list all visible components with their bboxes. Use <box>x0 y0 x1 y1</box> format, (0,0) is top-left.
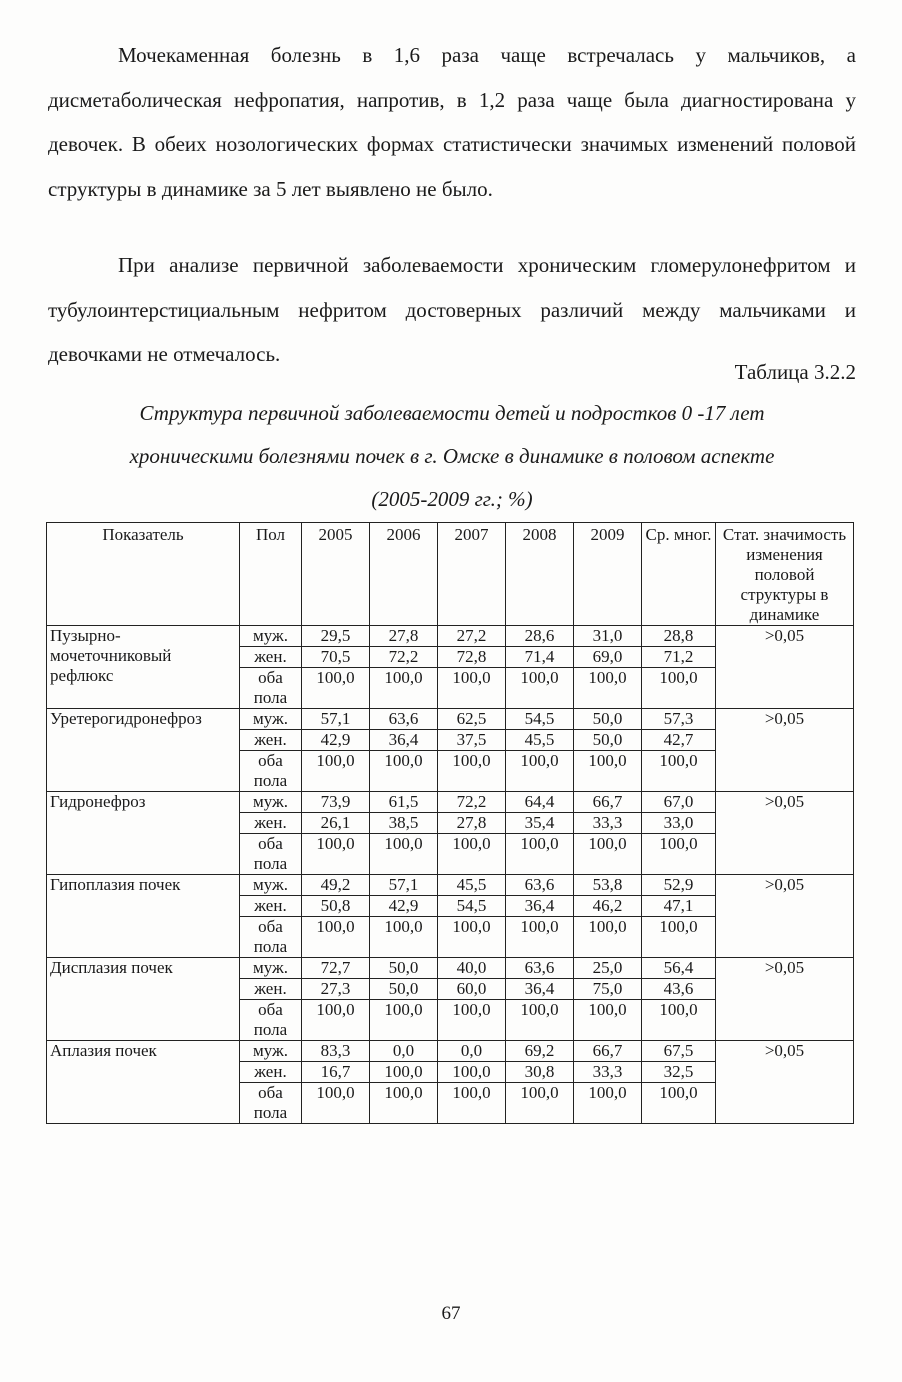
year-value: 100,0 <box>370 668 438 709</box>
average-value: 43,6 <box>642 979 716 1000</box>
sex-label: жен. <box>240 647 302 668</box>
year-value: 57,1 <box>370 875 438 896</box>
sex-label: жен. <box>240 730 302 751</box>
year-value: 54,5 <box>506 709 574 730</box>
year-value: 42,9 <box>302 730 370 751</box>
year-value: 16,7 <box>302 1062 370 1083</box>
significance-value: >0,05 <box>716 709 854 792</box>
indicator-name: Гипоплазия почек <box>47 875 240 958</box>
year-value: 100,0 <box>506 1083 574 1124</box>
average-value: 100,0 <box>642 1000 716 1041</box>
year-value: 50,0 <box>370 958 438 979</box>
year-value: 60,0 <box>438 979 506 1000</box>
caption-line: хроническими болезнями почек в г. Омске в динамике в половом аспекте <box>129 444 775 468</box>
average-value: 100,0 <box>642 834 716 875</box>
caption-line: (2005-2009 гг.; %) <box>371 487 533 511</box>
year-value: 27,3 <box>302 979 370 1000</box>
sex-label: муж. <box>240 958 302 979</box>
data-table <box>46 522 854 1124</box>
year-value: 70,5 <box>302 647 370 668</box>
year-value: 100,0 <box>370 751 438 792</box>
year-value: 49,2 <box>302 875 370 896</box>
significance-value: >0,05 <box>716 1041 854 1124</box>
year-value: 46,2 <box>574 896 642 917</box>
year-value: 45,5 <box>506 730 574 751</box>
year-value: 100,0 <box>574 668 642 709</box>
caption-line: Структура первичной заболеваемости детей и подростков 0 -17 лет <box>139 401 765 425</box>
year-value: 42,9 <box>370 896 438 917</box>
year-value: 100,0 <box>574 1083 642 1124</box>
sex-label: муж. <box>240 792 302 813</box>
average-value: 71,2 <box>642 647 716 668</box>
year-value: 27,8 <box>438 813 506 834</box>
sex-label: оба пола <box>240 751 302 792</box>
sex-label: жен. <box>240 896 302 917</box>
header-2006: 2006 <box>370 523 438 626</box>
significance-value: >0,05 <box>716 875 854 958</box>
year-value: 100,0 <box>506 834 574 875</box>
average-value: 100,0 <box>642 751 716 792</box>
year-value: 100,0 <box>302 668 370 709</box>
year-value: 100,0 <box>438 917 506 958</box>
year-value: 100,0 <box>302 1000 370 1041</box>
year-value: 72,7 <box>302 958 370 979</box>
sex-label: жен. <box>240 979 302 1000</box>
header-2009: 2009 <box>574 523 642 626</box>
year-value: 100,0 <box>438 1000 506 1041</box>
year-value: 69,2 <box>506 1041 574 1062</box>
year-value: 100,0 <box>574 751 642 792</box>
year-value: 27,8 <box>370 626 438 647</box>
year-value: 100,0 <box>302 834 370 875</box>
year-value: 100,0 <box>438 1083 506 1124</box>
header-average: Ср. мног. <box>642 523 716 626</box>
year-value: 33,3 <box>574 813 642 834</box>
year-value: 36,4 <box>370 730 438 751</box>
year-value: 63,6 <box>370 709 438 730</box>
average-value: 52,9 <box>642 875 716 896</box>
year-value: 100,0 <box>574 917 642 958</box>
year-value: 71,4 <box>506 647 574 668</box>
year-value: 28,6 <box>506 626 574 647</box>
table-caption <box>48 392 856 521</box>
year-value: 100,0 <box>302 1083 370 1124</box>
year-value: 100,0 <box>506 917 574 958</box>
table-number: Таблица 3.2.2 <box>734 360 856 384</box>
average-value: 67,5 <box>642 1041 716 1062</box>
year-value: 36,4 <box>506 896 574 917</box>
average-value: 42,7 <box>642 730 716 751</box>
sex-label: оба пола <box>240 917 302 958</box>
year-value: 100,0 <box>370 1062 438 1083</box>
table-row <box>47 875 854 896</box>
year-value: 100,0 <box>438 1062 506 1083</box>
year-value: 100,0 <box>370 917 438 958</box>
year-value: 29,5 <box>302 626 370 647</box>
significance-value: >0,05 <box>716 626 854 709</box>
year-value: 62,5 <box>438 709 506 730</box>
year-value: 40,0 <box>438 958 506 979</box>
year-value: 26,1 <box>302 813 370 834</box>
year-value: 25,0 <box>574 958 642 979</box>
table-header-row <box>47 523 854 626</box>
year-value: 75,0 <box>574 979 642 1000</box>
year-value: 45,5 <box>438 875 506 896</box>
sex-label: муж. <box>240 875 302 896</box>
header-sex: Пол <box>240 523 302 626</box>
average-value: 67,0 <box>642 792 716 813</box>
table-row <box>47 626 854 647</box>
year-value: 35,4 <box>506 813 574 834</box>
year-value: 83,3 <box>302 1041 370 1062</box>
average-value: 32,5 <box>642 1062 716 1083</box>
year-value: 38,5 <box>370 813 438 834</box>
year-value: 0,0 <box>438 1041 506 1062</box>
year-value: 100,0 <box>574 1000 642 1041</box>
year-value: 100,0 <box>438 834 506 875</box>
year-value: 50,0 <box>574 730 642 751</box>
year-value: 63,6 <box>506 958 574 979</box>
year-value: 100,0 <box>438 668 506 709</box>
year-value: 73,9 <box>302 792 370 813</box>
year-value: 100,0 <box>302 917 370 958</box>
year-value: 36,4 <box>506 979 574 1000</box>
year-value: 66,7 <box>574 792 642 813</box>
table-row <box>47 958 854 979</box>
sex-label: муж. <box>240 1041 302 1062</box>
sex-label: жен. <box>240 813 302 834</box>
year-value: 50,8 <box>302 896 370 917</box>
average-value: 47,1 <box>642 896 716 917</box>
year-value: 50,0 <box>574 709 642 730</box>
year-value: 37,5 <box>438 730 506 751</box>
year-value: 64,4 <box>506 792 574 813</box>
year-value: 100,0 <box>574 834 642 875</box>
year-value: 31,0 <box>574 626 642 647</box>
average-value: 57,3 <box>642 709 716 730</box>
indicator-name: Пузырно-мочеточниковый рефлюкс <box>47 626 240 709</box>
indicator-name: Дисплазия почек <box>47 958 240 1041</box>
paragraph-urolithiasis: Мочекаменная болезнь в 1,6 раза чаще встречалась у мальчиков, а дисметаболическая нефропатия, напротив, в 1,2 раза чаще была диагностирована у девочек. В обеих нозологических формах статистически значимых изменений половой структуры в динамике за 5 лет выявлено не было. <box>48 43 856 201</box>
year-value: 100,0 <box>370 1083 438 1124</box>
significance-value: >0,05 <box>716 958 854 1041</box>
average-value: 100,0 <box>642 668 716 709</box>
header-significance: Стат. значимость изменения половой структуры в динамике <box>716 523 854 626</box>
average-value: 100,0 <box>642 1083 716 1124</box>
year-value: 72,8 <box>438 647 506 668</box>
year-value: 100,0 <box>370 1000 438 1041</box>
indicator-name: Аплазия почек <box>47 1041 240 1124</box>
header-indicator: Показатель <box>47 523 240 626</box>
year-value: 100,0 <box>302 751 370 792</box>
table-row <box>47 1041 854 1062</box>
table-body <box>47 626 854 1124</box>
year-value: 72,2 <box>370 647 438 668</box>
year-value: 57,1 <box>302 709 370 730</box>
year-value: 54,5 <box>438 896 506 917</box>
year-value: 100,0 <box>506 668 574 709</box>
sex-label: муж. <box>240 626 302 647</box>
average-value: 100,0 <box>642 917 716 958</box>
header-2007: 2007 <box>438 523 506 626</box>
significance-value: >0,05 <box>716 792 854 875</box>
year-value: 100,0 <box>438 751 506 792</box>
average-value: 28,8 <box>642 626 716 647</box>
header-2005: 2005 <box>302 523 370 626</box>
table-row <box>47 709 854 730</box>
year-value: 100,0 <box>370 834 438 875</box>
year-value: 69,0 <box>574 647 642 668</box>
year-value: 100,0 <box>506 1000 574 1041</box>
average-value: 33,0 <box>642 813 716 834</box>
page-number: 67 <box>441 1303 461 1324</box>
year-value: 63,6 <box>506 875 574 896</box>
sex-label: оба пола <box>240 1083 302 1124</box>
header-2008: 2008 <box>506 523 574 626</box>
year-value: 72,2 <box>438 792 506 813</box>
year-value: 61,5 <box>370 792 438 813</box>
sex-label: жен. <box>240 1062 302 1083</box>
sex-label: оба пола <box>240 1000 302 1041</box>
year-value: 30,8 <box>506 1062 574 1083</box>
sex-label: оба пола <box>240 834 302 875</box>
sex-label: оба пола <box>240 668 302 709</box>
sex-label: муж. <box>240 709 302 730</box>
indicator-name: Гидронефроз <box>47 792 240 875</box>
year-value: 50,0 <box>370 979 438 1000</box>
year-value: 33,3 <box>574 1062 642 1083</box>
year-value: 0,0 <box>370 1041 438 1062</box>
paragraph-glomerulonephritis: При анализе первичной заболеваемости хроническим гломерулонефритом и тубулоинтерстициальным нефритом достоверных различий между мальчиками и девочками не отмечалось. <box>48 253 856 366</box>
table-row <box>47 792 854 813</box>
average-value: 56,4 <box>642 958 716 979</box>
year-value: 27,2 <box>438 626 506 647</box>
year-value: 100,0 <box>506 751 574 792</box>
year-value: 53,8 <box>574 875 642 896</box>
year-value: 66,7 <box>574 1041 642 1062</box>
indicator-name: Уретерогидронефроз <box>47 709 240 792</box>
